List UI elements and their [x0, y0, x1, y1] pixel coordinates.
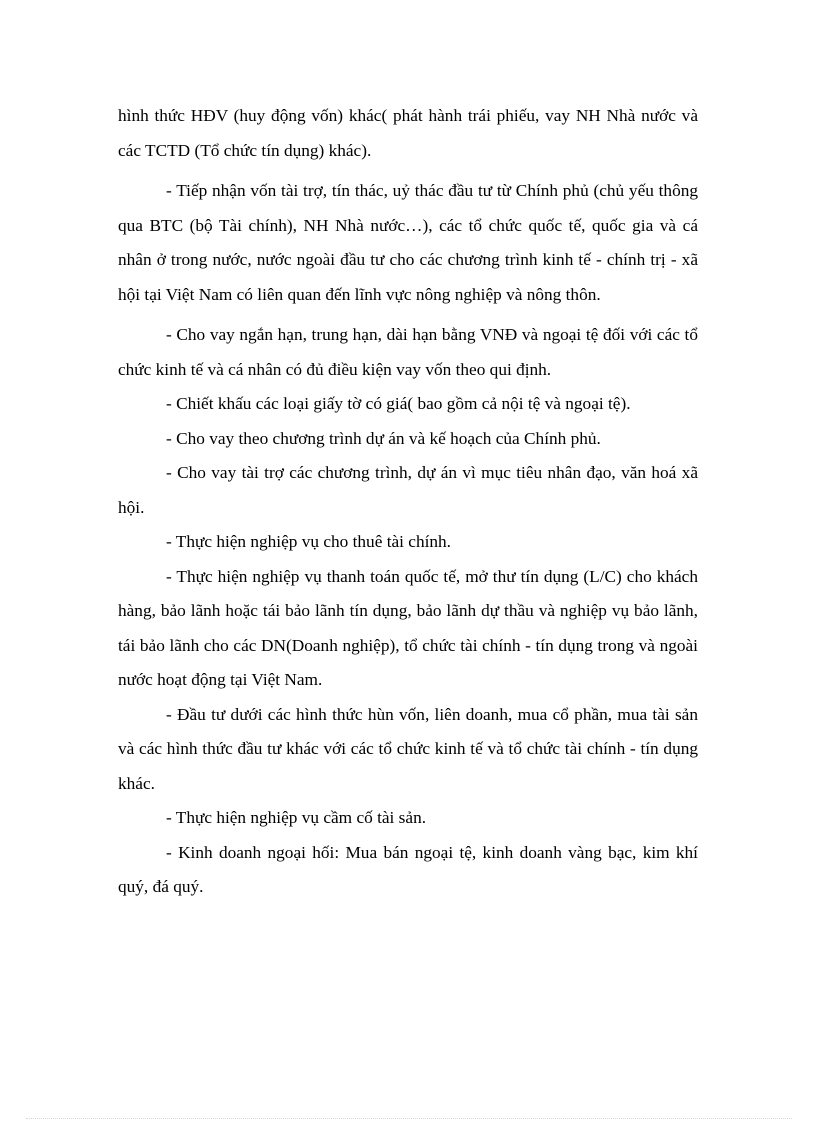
paragraph-funding: - Tiếp nhận vốn tài trợ, tín thác, uỷ thác đầu tư từ Chính phủ (chủ yếu thông qua BTC (bộ Tài chính), NH Nhà nước…), các tổ chức quốc tế, quốc gia và cá nhân ở trong nước, nước ngoài đầu tư cho các chương trình kinh tế - chính trị - xã hội tại Việt Nam có liên quan đến lĩnh vực nông nghiệp và nông thôn. [118, 181, 698, 304]
paragraph-humanitarian-loans: - Cho vay tài trợ các chương trình, dự án vì mục tiêu nhân đạo, văn hoá xã hội. [118, 463, 698, 517]
paragraph-lending: - Cho vay ngắn hạn, trung hạn, dài hạn bằng VNĐ và ngoại tệ đối với các tổ chức kinh tế và cá nhân có đủ điều kiện vay vốn theo qui định. [118, 325, 698, 379]
paragraph-continuation: hình thức HĐV (huy động vốn) khác( phát hành trái phiếu, vay NH Nhà nước và các TCTD (Tổ chức tín dụng) khác). [118, 106, 698, 160]
paragraph-discounting: - Chiết khấu các loại giấy tờ có giá( bao gồm cả nội tệ và ngoại tệ). [166, 394, 631, 413]
paragraph-pawn: - Thực hiện nghiệp vụ cầm cố tài sản. [166, 808, 427, 827]
paragraph-forex: - Kinh doanh ngoại hối: Mua bán ngoại tệ, kinh doanh vàng bạc, kim khí quý, đá quý. [118, 842, 698, 896]
paragraph-government-programs: - Cho vay theo chương trình dự án và kế hoạch của Chính phủ. [166, 428, 601, 448]
page-bottom-rule [26, 1118, 792, 1119]
paragraph-leasing: - Thực hiện nghiệp vụ cho thuê tài chính. [166, 532, 451, 551]
paragraph-investment: - Đầu tư dưới các hình thức hùn vốn, liên doanh, mua cổ phần, mua tài sản và các hình thức đầu tư khác với các tổ chức kinh tế và tổ chức tài chính - tín dụng khác. [118, 704, 698, 793]
paragraph-international-payment: - Thực hiện nghiệp vụ thanh toán quốc tế, mở thư tín dụng (L/C) cho khách hàng, bảo lãnh hoặc tái bảo lãnh tín dụng, bảo lãnh dự thầu và nghiệp vụ bảo lãnh, tái bảo lãnh cho các DN(Doanh nghiệp), tổ chức tài chính - tín dụng trong và ngoài nước hoạt động tại Việt Nam. [118, 566, 698, 689]
document-body [118, 99, 698, 905]
